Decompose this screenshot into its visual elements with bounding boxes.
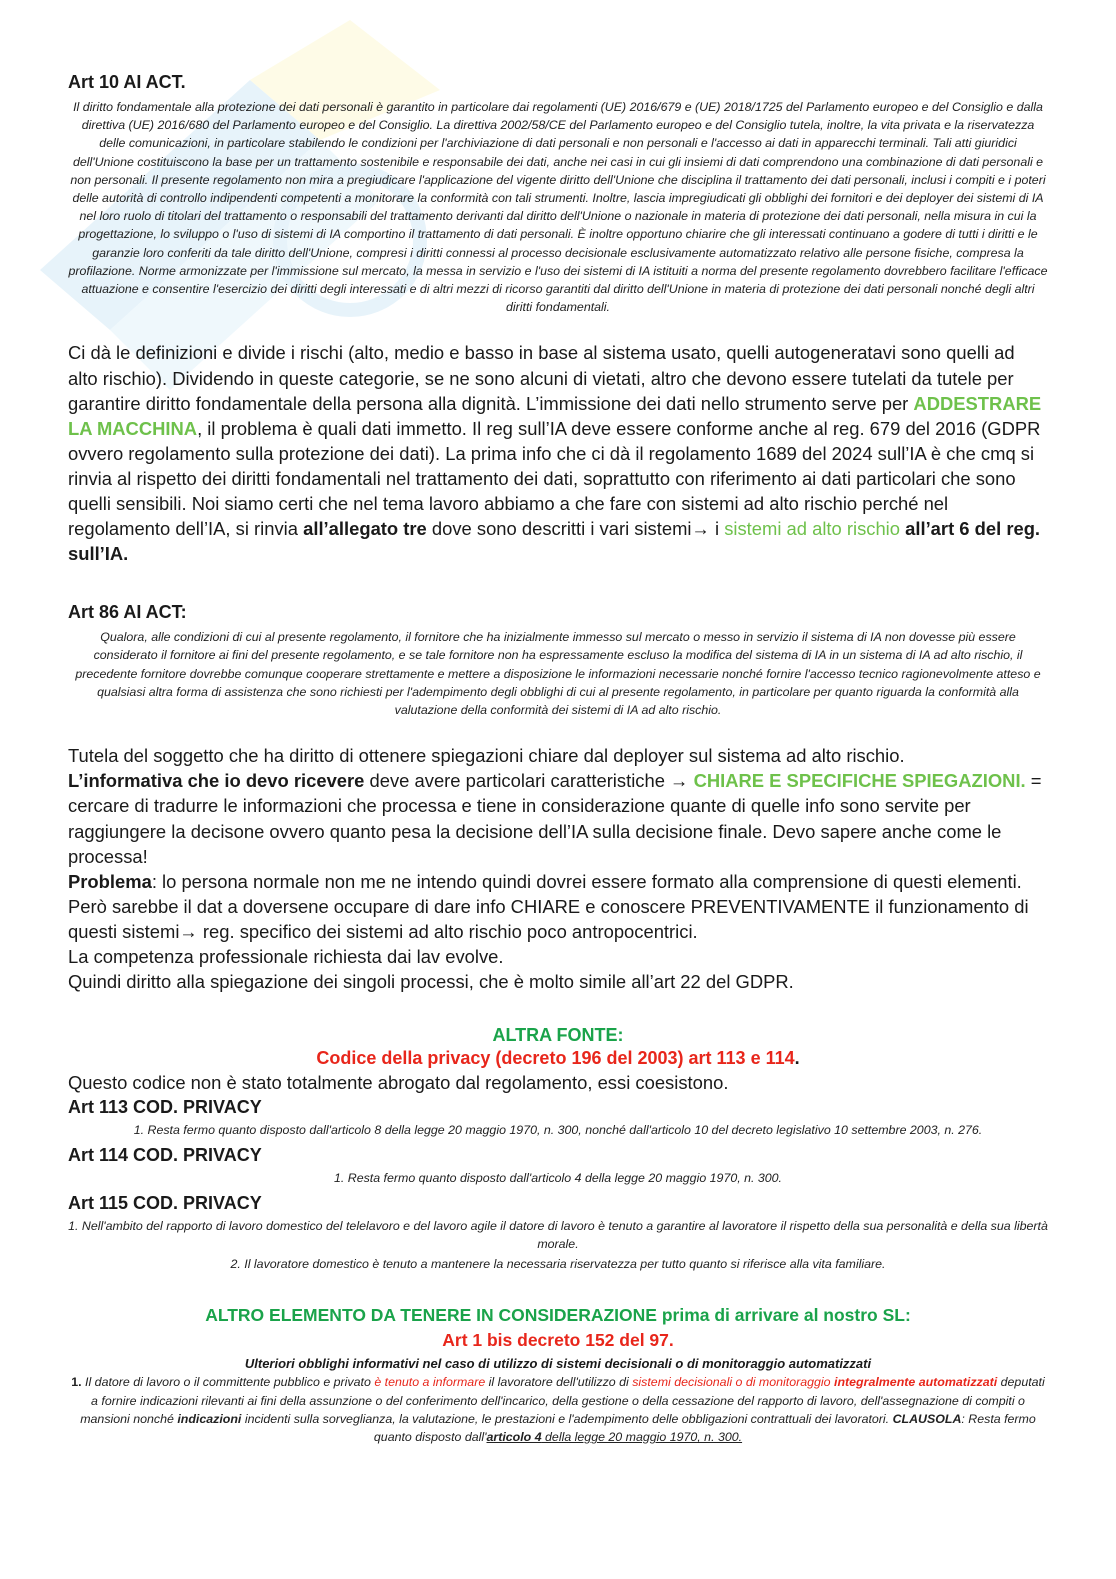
text-segment: sistemi decisionali o di monitoraggio [632, 1375, 831, 1390]
text-segment: articolo 4 [486, 1430, 542, 1445]
altro-elemento-block [68, 1303, 1048, 1446]
bold-informativa: L’informativa che io devo ricevere [68, 770, 365, 792]
text-segment: : Resta fermo quanto disposto dall' [373, 1411, 1036, 1445]
ulteriori-obblighi-heading: Ulteriori obblighi informativi nel caso di utilizzo di sistemi decisionali o di monitoraggio automatizzati [244, 1356, 872, 1372]
text-segment: il lavoratore dell'utilizzo di [485, 1375, 633, 1390]
text-segment: 1. [71, 1375, 82, 1390]
text-segment: Il datore di lavoro o il committente pubblico e privato [81, 1375, 375, 1390]
art86-quote: Qualora, alle condizioni di cui al presente regolamento, il fornitore che ha inizialmente immesso sul mercato o messo in servizio il sistema di IA non dovesse più essere considerato il fornitore ai fini del presente regolamento, e se tale fornitore non ha espressamente escluso la modifica del sistema di IA in un sistema di IA ad alto rischio, il precedente fornitore dovrebbe comunque cooperare strettamente e mettere a disposizione le informazioni necessarie nonché fornire l'accesso tecnico ragionevolmente atteso e qualsiasi altra forma di assistenza che sono richiesti per l'adempimento degli obblighi di cui al presente regolamento, in particolare per quanto riguarda la conformità alla valutazione della conformità dei sistemi di IA ad alto rischio. [75, 630, 1041, 718]
commentary-line: Quindi diritto alla spiegazione dei singoli processi, che è molto simile all’art 22 del GDPR. [68, 971, 794, 993]
art10-title: Art 10 AI ACT. [68, 72, 186, 92]
document-page [68, 62, 1048, 1447]
art86-commentary [68, 743, 1048, 994]
art113-title: Art 113 COD. PRIVACY [68, 1097, 262, 1118]
text-segment: . [794, 1048, 800, 1069]
art115-title: Art 115 COD. PRIVACY [68, 1193, 262, 1214]
altro-elemento-heading [68, 1303, 1048, 1328]
art10-quote: Il diritto fondamentale alla protezione dei dati personali è garantito in particolare dai regolamenti (UE) 2016/679 e (UE) 2018/1725 del Parlamento europeo e del Consiglio e dalla direttiva (UE) 2016/680 del Parlamento europeo e del Consiglio. La direttiva 2002/58/CE del Parlamento europeo e del Consiglio tutela, inoltre, la vita privata e la riservatezza delle comunicazioni, in particolare stabilendo le condizioni per l'archiviazione di dati personali e non personali e l'accesso ai dati in apparecchi terminali. Tali atti giuridici dell'Unione costituiscono la base per un trattamento sostenibile e responsabile dei dati, anche nei casi in cui gli insiemi di dati comprendono una combinazione di dati personali e non personali. Il presente regolamento non mira a pregiudicare l'applicazione del vigente diritto dell'Unione che disciplina il trattamento dei dati personali, inclusi i compiti e i poteri delle autorità di controllo indipendenti competenti a monitorare la conformità con tali strumenti. Inoltre, lascia impregiudicati gli obblighi dei fornitori e dei deployer dei sistemi di IA nel loro ruolo di titolari del trattamento o responsabili del trattamento derivanti dal diritto dell'Unione o nazionale in materia di protezione dei dati personali, nella misura in cui la progettazione, lo sviluppo o l'uso di sistemi di IA comportino il trattamento di dati personali. È inoltre opportuno chiarire che gli interessati continuano a godere di tutti i diritti e le garanzie loro conferiti da tale diritto dell'Unione, compresi i diritti connessi al processo decisionale esclusivamente automatizzato relativo alle persone fisiche, compresa la profilazione. Norme armonizzate per l'immissione sul mercato, la messa in servizio e l'uso dei sistemi di IA istituiti a norma del presente regolamento dovrebbero facilitare l'efficace attuazione e consentire l'esercizio dei diritti degli interessati e di altri mezzi di ricorso garantiti dal diritto dell'Unione in materia di protezione dei dati personali nonché degli altri diritti fondamentali. [68, 100, 1048, 315]
commentary-line: Tutela del soggetto che ha diritto di ottenere spiegazioni chiare dal deployer sul sistema ad alto rischio. [68, 745, 905, 767]
art114-text: 1. Resta fermo quanto disposto dall'articolo 4 della legge 20 maggio 1970, n. 300. [333, 1171, 783, 1186]
text-segment: prima di arrivare al nostro SL: [656, 1305, 911, 1326]
highlight-alto-rischio: sistemi ad alto rischio [724, 518, 901, 540]
codice-privacy-heading [68, 1047, 1048, 1070]
text-segment: , il problema è quali dati immetto. Il reg sull’IA deve essere conforme anche al reg. 679 del 2016 (GDPR ovvero regolamento sulla protezione dei dati). La prima info che ci dà il regolamento 1689 del 2024 sull’IA è che cmq si rinvia al rispetto dei diritti fondamentali nel trattamento dei dati, soprattutto con riferimento ai dati particolari che sono quelli sensibili. Noi siamo certi che nel tema lavoro abbiamo a che fare con sistemi ad alto rischio perché nel regolamento dell’IA, si rinvia [68, 417, 1041, 540]
highlight-chiare: CHIARE E SPECIFICHE SPIEGAZIONI. [693, 770, 1026, 792]
altra-fonte-block [68, 1024, 1048, 1273]
art115-text-1: 1. Nell'ambito del rapporto di lavoro domestico del telelavoro e del lavoro agile il datore di lavoro è tenuto a garantire al lavoratore il rispetto della sua personalità e della sua libertà morale. [68, 1219, 1048, 1252]
text-segment: deve avere particolari caratteristiche → [364, 770, 694, 792]
commentary-line [68, 768, 1048, 868]
text-segment: integralmente automatizzati [834, 1375, 998, 1390]
art1bis-text [68, 1373, 1048, 1446]
altra-fonte-heading: ALTRA FONTE: [492, 1025, 624, 1046]
bold-art6: all’art 6 del reg. sull’IA. [68, 518, 1041, 565]
art114-title: Art 114 COD. PRIVACY [68, 1145, 262, 1166]
bold-allegato: all’allegato tre [303, 518, 427, 540]
art115-text-2: 2. Il lavoratore domestico è tenuto a mantenere la necessaria riservatezza per tutto quanto si riferisce alla vita familiare. [230, 1257, 886, 1272]
text-segment: incidenti sulla sorveglianza, la valutazione, le prestazioni e l'adempimento delle obbligazioni contrattuali dei lavoratori. [241, 1411, 893, 1426]
art86-title: Art 86 AI ACT: [68, 602, 187, 623]
text-segment: Ci dà le definizioni e divide i rischi (alto, medio e basso in base al sistema usato, quelli autogeneratavi sono quelli ad alto rischio). Dividendo in queste categorie, se ne sono alcuni di vietati, altro che devono essere tutelati da tutele per garantire diritto fondamentale della persona alla dignità. L’immissione dei dati nello strumento serve per [68, 342, 1015, 414]
coesistono-line: Questo codice non è stato totalmente abrogato dal regolamento, essi coesistono. [68, 1072, 729, 1094]
text-segment: indicazioni [177, 1411, 242, 1426]
text-segment: è tenuto a informare [374, 1375, 486, 1390]
highlight-addestrare: ADDESTRARE LA MACCHINA [68, 392, 1042, 439]
commentary-line [68, 869, 1048, 944]
art113-text: 1. Resta fermo quanto disposto dall'articolo 8 della legge 20 maggio 1970, n. 300, nonché dall'articolo 10 del decreto legislativo 10 settembre 2003, n. 276. [133, 1123, 983, 1138]
text-segment: Codice della privacy (decreto 196 del 2003) art 113 e 114 [316, 1048, 795, 1069]
art1bis-heading: Art 1 bis decreto 152 del 97. [442, 1330, 674, 1351]
text-segment: della legge 20 maggio 1970, n. 300. [541, 1430, 743, 1445]
commentary-line: La competenza professionale richiesta dai lav evolve. [68, 946, 504, 968]
text-segment: deputati a fornire indicazioni rilevanti ai fini della assunzione o del conferimento dell'incarico, della gestione o della cessazione del rapporto di lavoro, dell'assegnazione di compiti o mansioni nonché [80, 1375, 1045, 1426]
bold-problema: Problema [68, 870, 152, 892]
text-segment: ALTRO ELEMENTO DA TENERE IN CONSIDERAZIONE [205, 1305, 657, 1326]
text-segment: CLAUSOLA [892, 1411, 962, 1426]
art10-commentary [68, 340, 1048, 566]
text-segment: dove sono descritti i vari sistemi→ i [426, 518, 725, 540]
text-segment: = cercare di tradurre le informazioni che processa e tiene in considerazione quante di quelle info sono servite per raggiungere la decisone ovvero quanto pesa la decisione dell’IA sulla decisione finale. Devo sapere anche come le processa! [68, 770, 1042, 867]
text-segment: : lo persona normale non me ne intendo quindi dovrei essere formato alla comprensione di questi elementi. Però sarebbe il dat a doversene occupare di dare info CHIARE e conoscere PREVENTIVAMENTE il funzionamento di questi sistemi→ reg. specifico dei sistemi ad alto rischio poco antropocentrici. [68, 870, 1029, 942]
